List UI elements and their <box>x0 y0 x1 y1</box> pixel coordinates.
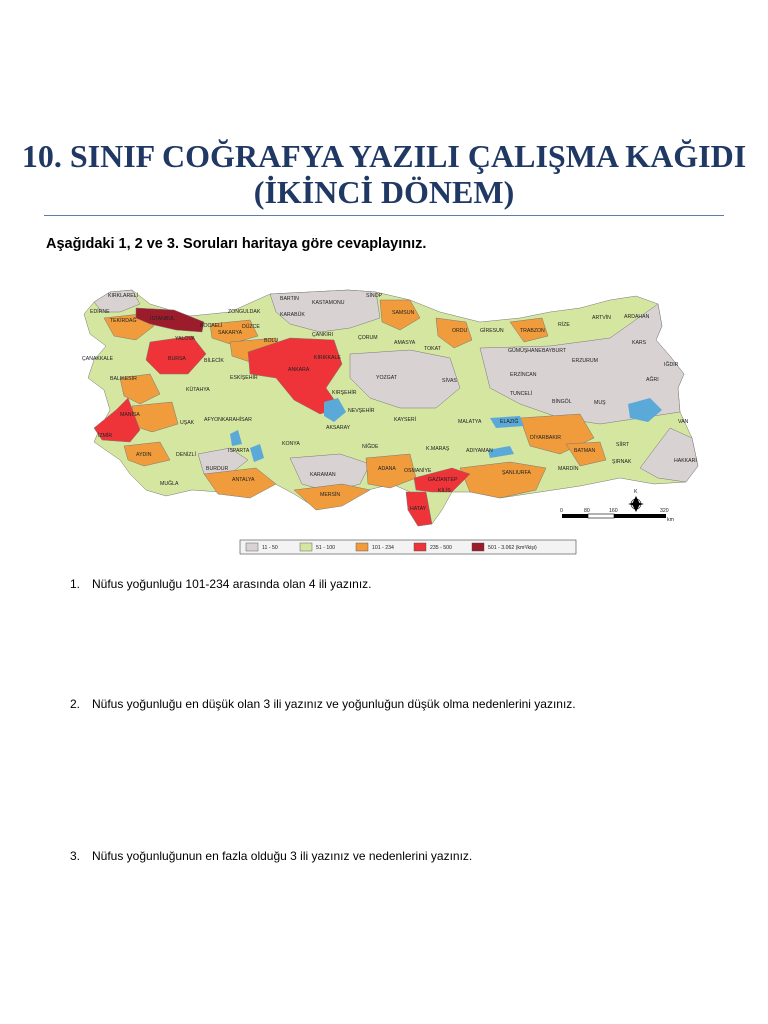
province-label: KASTAMONU <box>312 300 345 306</box>
province-label: AFYONKARAHİSAR <box>204 417 252 423</box>
province-label: ORDU <box>452 328 468 334</box>
question-2-text: Nüfus yoğunluğu en düşük olan 3 ili yazınız ve yoğunluğun düşük olma nedenlerini yazınız. <box>92 697 576 711</box>
province-label: GİRESUN <box>480 328 504 334</box>
province-label: İSTANBUL <box>150 316 175 322</box>
legend-label-2: 51 - 100 <box>316 545 336 551</box>
province-label: SAMSUN <box>392 310 415 316</box>
province-label: ERZİNCAN <box>510 372 537 378</box>
province-label: ÇANKIRI <box>312 332 334 338</box>
province-label: KIRŞEHİR <box>332 390 357 396</box>
title-divider <box>44 215 724 216</box>
province-label: TRABZON <box>520 328 545 334</box>
province-label: ADIYAMAN <box>466 448 493 454</box>
question-3-text: Nüfus yoğunluğunun en fazla olduğu 3 ili yazınız ve nedenlerini yazınız. <box>92 849 473 863</box>
province-label: YOZGAT <box>376 375 397 381</box>
province-label: TUNCELİ <box>510 391 533 397</box>
question-2-number: 2. <box>70 697 81 711</box>
province-label: OSMANİYE <box>404 468 432 474</box>
province-label: ADANA <box>378 466 396 472</box>
north-arrow-icon <box>628 489 644 512</box>
north-label: K <box>634 489 638 495</box>
province-label: ANTALYA <box>232 477 255 483</box>
scale-bar <box>560 508 674 523</box>
province-label: BOLU <box>264 338 279 344</box>
province-label: HATAY <box>410 506 427 512</box>
scale-unit: km <box>667 517 674 523</box>
province-label: KIRKLARELİ <box>108 293 138 299</box>
legend-swatch-5 <box>472 543 484 551</box>
scale-tick-0: 0 <box>560 508 563 514</box>
map-svg <box>80 278 710 558</box>
province-label: KÜTAHYA <box>186 387 210 393</box>
instruction-text: Aşağıdaki 1, 2 ve 3. Soruları haritaya göre cevaplayınız. <box>46 236 427 252</box>
province-label: NİĞDE <box>362 444 379 450</box>
province-label: ANKARA <box>288 367 310 373</box>
question-3 <box>70 849 472 863</box>
province-label: ESKİŞEHİR <box>230 375 258 381</box>
province-label: KAYSERİ <box>394 417 417 423</box>
province-label: MUĞLA <box>160 481 179 487</box>
question-2 <box>70 697 576 711</box>
province-label: RİZE <box>558 322 570 328</box>
province-label: MANİSA <box>120 412 140 418</box>
province-label: MUŞ <box>594 400 606 406</box>
province-label: UŞAK <box>180 420 195 426</box>
province-label: BAYBURT <box>542 348 567 354</box>
province-label: BALIKESİR <box>110 376 137 382</box>
province-label: AMASYA <box>394 340 416 346</box>
province-label: DÜZCE <box>242 324 260 330</box>
page-title-line-2: (İKİNCİ DÖNEM) <box>253 174 515 210</box>
province-label: K.MARAŞ <box>426 446 450 452</box>
province-label: HAKKARİ <box>674 458 697 464</box>
legend-label-4: 235 - 500 <box>430 545 452 551</box>
province-label: VAN <box>678 419 689 425</box>
province-label: AYDIN <box>136 452 152 458</box>
province-label: BURDUR <box>206 466 229 472</box>
legend-swatch-2 <box>300 543 312 551</box>
legend-swatch-1 <box>246 543 258 551</box>
province-label: MALATYA <box>458 419 482 425</box>
province-label: ARTVİN <box>592 315 611 321</box>
province-label: ÇANAKKALE <box>82 356 114 362</box>
scale-tick-80: 80 <box>584 508 590 514</box>
province-label: İZMİR <box>98 433 113 439</box>
province-label: KARS <box>632 340 647 346</box>
province-label: MERSİN <box>320 492 341 498</box>
province-label: BİNGÖL <box>552 399 572 405</box>
province-label: BİLECİK <box>204 358 224 364</box>
province-label: KONYA <box>282 441 300 447</box>
turkey-population-density-map <box>80 278 710 558</box>
scale-tick-160: 160 <box>609 508 618 514</box>
question-1 <box>70 577 372 591</box>
province-label: ŞANLIURFA <box>502 470 531 476</box>
province-label: YALOVA <box>175 336 195 342</box>
province-label: GAZİANTEP <box>428 477 458 483</box>
province-label: SİİRT <box>616 442 630 448</box>
province-label: KARABÜK <box>280 312 305 318</box>
province-label: SİVAS <box>442 378 457 384</box>
province-label: SİNOP <box>366 293 383 299</box>
question-3-number: 3. <box>70 849 81 863</box>
province-label: ZONGULDAK <box>228 309 261 315</box>
province-label: DENİZLİ <box>176 452 196 458</box>
province-label: ÇORUM <box>358 335 378 341</box>
province-label: KIRIKKALE <box>314 355 341 361</box>
province-label: NEVŞEHİR <box>348 408 375 414</box>
scale-tick-320: 320 <box>660 508 669 514</box>
province-label: KİLİS <box>438 488 451 494</box>
legend-swatch-3 <box>356 543 368 551</box>
legend-swatch-4 <box>414 543 426 551</box>
province-label: TEKİRDAĞ <box>110 318 137 324</box>
province-label: AKSARAY <box>326 425 351 431</box>
province-label: EDİRNE <box>90 309 110 315</box>
province-label: ERZURUM <box>572 358 598 364</box>
province-label: IĞDIR <box>664 362 679 368</box>
province-label: SAKARYA <box>218 330 243 336</box>
map-legend <box>240 540 576 554</box>
province-label: ELAZIĞ <box>500 419 519 425</box>
province-label: DİYARBAKIR <box>530 435 562 441</box>
province-label: ŞIRNAK <box>612 459 632 465</box>
province-label: BARTIN <box>280 296 299 302</box>
province-label: BURSA <box>168 356 186 362</box>
province-label: KOCAELİ <box>200 323 223 329</box>
legend-label-1: 11 - 50 <box>262 545 278 551</box>
province-label: MARDİN <box>558 466 579 472</box>
province-label: TOKAT <box>424 346 441 352</box>
province-label: BATMAN <box>574 448 596 454</box>
province-label: GÜMÜŞHANE <box>508 348 542 354</box>
province-label: ARDAHAN <box>624 314 650 320</box>
page-title-line-1: 10. SINIF COĞRAFYA YAZILI ÇALIŞMA KAĞIDI <box>21 138 747 174</box>
legend-label-5: 501 - 3.062 (km²/kişi) <box>488 545 537 551</box>
question-1-text: Nüfus yoğunluğu 101-234 arasında olan 4 ili yazınız. <box>92 577 372 591</box>
question-1-number: 1. <box>70 577 81 591</box>
province-label: ISPARTA <box>228 448 250 454</box>
province-label: AĞRI <box>646 377 659 383</box>
province-label: KARAMAN <box>310 472 336 478</box>
legend-label-3: 101 - 234 <box>372 545 394 551</box>
